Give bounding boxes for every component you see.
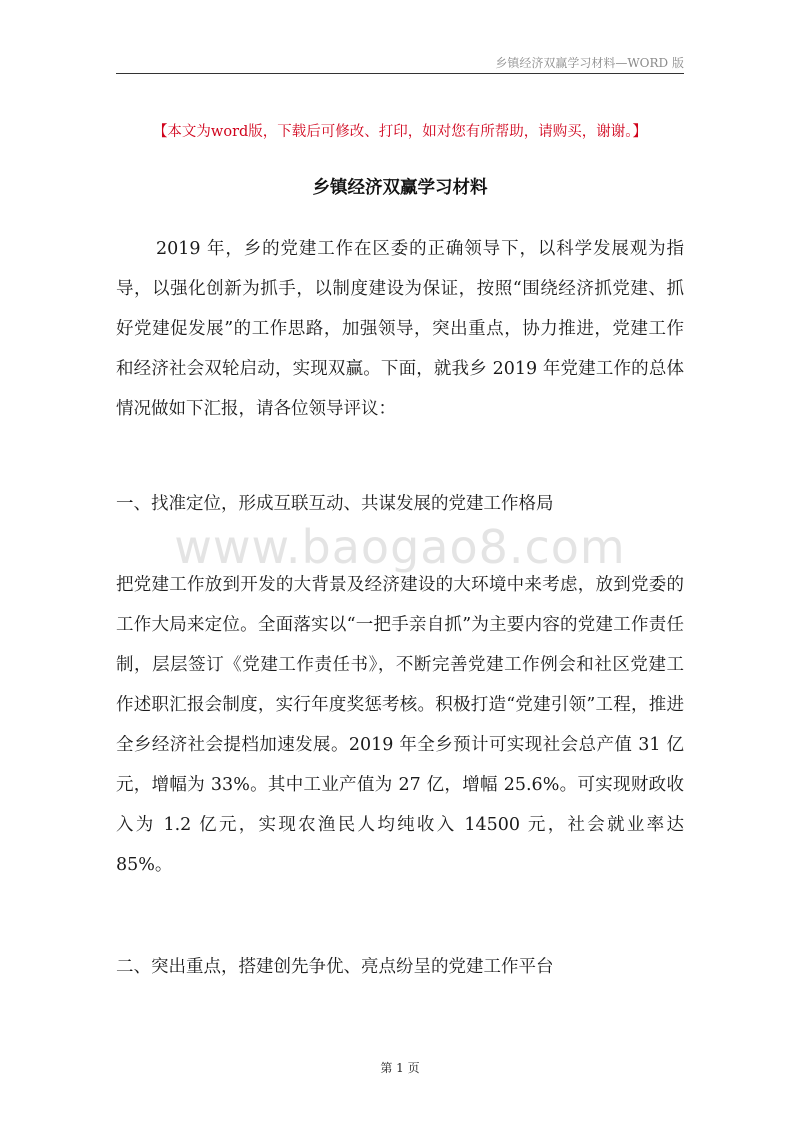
section-heading-2: 二、突出重点，搭建创先争优、亮点纷呈的党建工作平台 [116,957,554,977]
watermark: www.baogao8.com [174,520,626,574]
intro-paragraph: 2019 年，乡的党建工作在区委的正确领导下，以科学发展观为指导，以强化创新为抓手，以制度建设为保证，按照“围绕经济抓党建、抓好党建促发展”的工作思路，加强领导，突出重点，协力推进，党建工作和经济社会双轮启动，实现双赢。下面，就我乡 2019 年党建工作的总体情况做如下汇报，请各位领导评议： [116,239,684,419]
running-header: 乡镇经济双赢学习材料—WORD 版 [495,56,684,70]
download-notice: 【本文为word版，下载后可修改、打印，如对您有所帮助，请购买，谢谢。】 [152,124,648,140]
document-title: 乡镇经济双赢学习材料 [312,178,488,198]
page-number: 第 1 页 [380,1061,420,1075]
header-divider [116,73,684,74]
section-paragraph-1: 把党建工作放到开发的大背景及经济建设的大环境中来考虑，放到党委的工作大局来定位。全面落实以“一把手亲自抓”为主要内容的党建工作责任制，层层签订《党建工作责任书》，不断完善党建工作例会和社区党建工作述职汇报会制度，实行年度奖惩考核。积极打造“党建引领”工程，推进全乡经济社会提档加速发展。2019 年全乡预计可实现社会总产值 31 亿元，增幅为 33%。其中工业产值为 27 亿，增幅 25.6%。可实现财政收入为 1.2 亿元，实现农渔民人均纯收入 14500 元，社会就业率达 85%。 [116,575,684,875]
section-heading-1: 一、找准定位，形成互联互动、共谋发展的党建工作格局 [116,494,554,514]
